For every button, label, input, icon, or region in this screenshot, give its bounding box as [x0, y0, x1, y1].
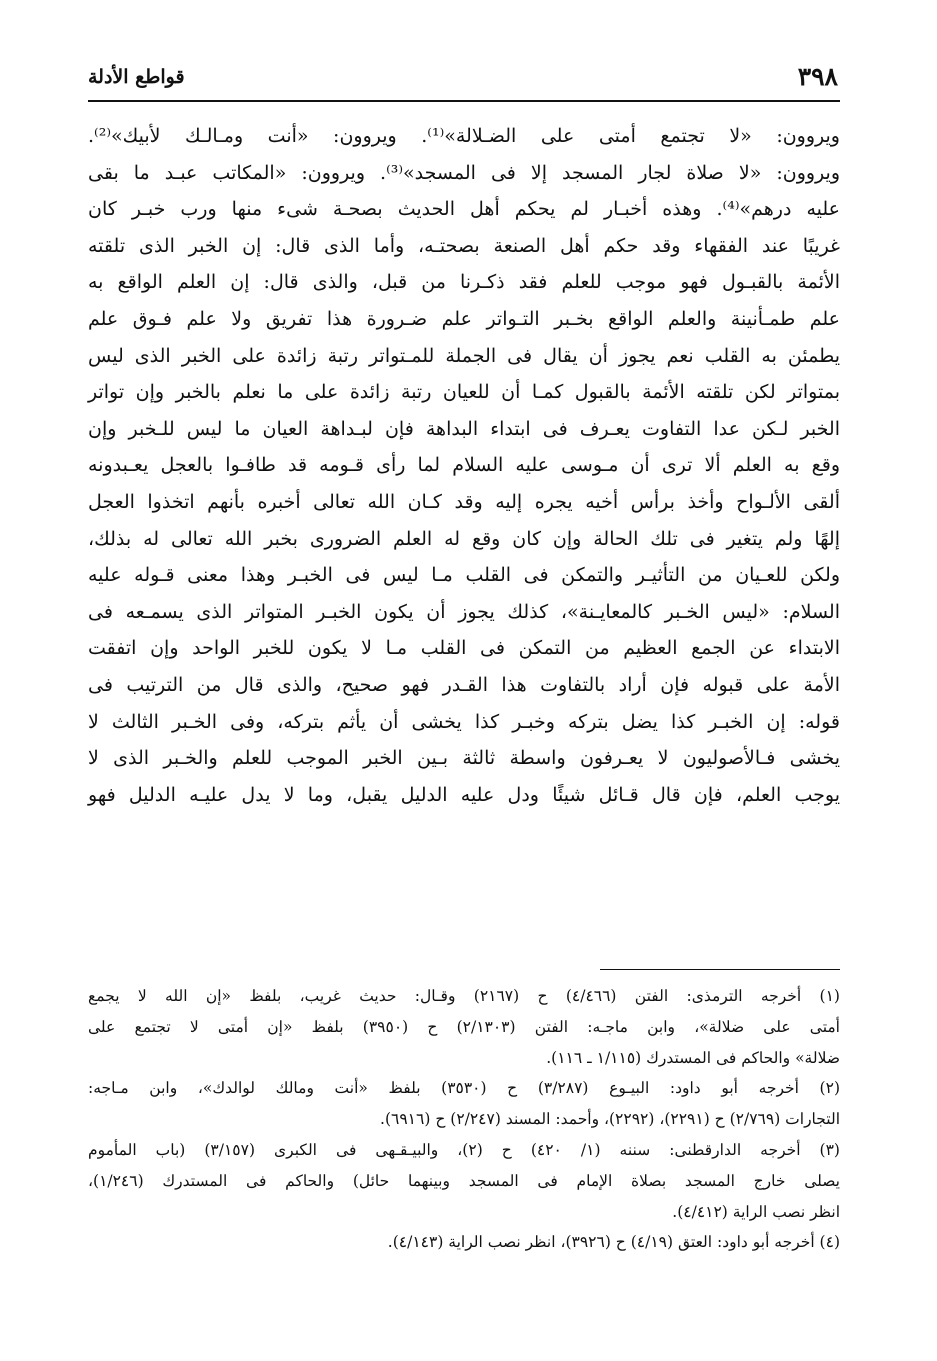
text-line: يطمئن به القلب نعم يجوز أن يقال فى الجملة للمـتواتر رتبة زائدة على الخبر الذى ليس: [88, 344, 840, 367]
footnote-3-line: (٣) أخرجه الدارقطنى: سننه (١/ ٤٢٠) ح (٢)، والبيـقـهى فى الكبرى (٣/١٥٧) (باب المأموم: [88, 1140, 840, 1159]
footnote-4-line: (٤) أخرجه أبو داود: العتق (٤/١٩) ح (٣٩٢٦)، انظر نصب الراية (٤/١٤٣).: [387, 1233, 840, 1252]
text-line: الابتداء عن الجمع العظيم من التمكن فى القلب مـا لا يكون للخبر الواحد وإن اتفقت: [88, 637, 840, 660]
text-line: علم طمـأنينة والعلم الواقع بخـبر التـواتر علم ضـرورة هذا تفريق ولا علم فـوق علم: [88, 307, 840, 330]
text-line: ويروون: «لا تجتمع أمتى على الضـلالة»⁽¹⁾. ويروون: «أنت ومـالـك لأبيك»⁽²⁾.: [88, 125, 840, 147]
footnote-2-line: (٢) أخرجه أبو داود: البيـوع (٣/٢٨٧) ح (٣٥٣٠) بلفظ «أنت ومالك لوالدك»، وابن مـاجه:: [88, 1079, 840, 1098]
main-text: [88, 118, 840, 813]
footnotes: [88, 981, 840, 1258]
text-line: السلام: «ليس الخـبر كالمعايـنة»، كذلك يجوز أن يكون الخبـر المتواتر الذى يسمـعه فى: [88, 600, 840, 623]
footnote-1-line: ضلالة» والحاكم فى المستدرك (١/١١٥ ـ ١١٦).: [546, 1048, 840, 1067]
page-number: ٣٩٨: [797, 62, 838, 91]
text-line: يوجب العلم، فإن قال قـائل شيئًا ودل عليه الدليل يقبل، وما لا يدل عليـه الدليل فهو: [88, 783, 840, 806]
text-line: وقع به العلم ألا ترى أن مـوسى عليه السلام لما رأى قـومه قد طافـوا بالعجل يعـبدونه: [88, 454, 840, 477]
text-line: ويروون: «لا صلاة لجار المسجد إلا فى المسجد»⁽³⁾. ويروون: «المكاتب عبـد ما بقى: [88, 161, 840, 184]
text-line: ولكن للعـيان من التأثيـر والتمكن فى القلب مـا ليس فى الخبـر وهذا معنى قـوله عليه: [88, 564, 840, 587]
text-line: بمتواتر لكن تلقته الأئمة بالقبول كمـا أن للعيان رتبة زائدة على ما نعلم بالخبر وإن تواتر: [88, 381, 840, 404]
text-line: عليه درهم»⁽⁴⁾. وهذه أخبـار لم يحكم أهل الحديث بصحـة شىء منها ورب خبـر كان: [88, 198, 840, 221]
footnote-3-line: يصلى خارج المسجد بصلاة الإمام فى المسجد وبينهما حائل) والحاكم فى المستدرك (١/٢٤٦)،: [88, 1171, 840, 1190]
page-header: [88, 60, 838, 96]
footnote-1-line: أمتى على ضلالة»، وابن ماجـه: الفتن (٢/١٣٠٣) ح (٣٩٥٠) بلفظ «إن أمتى لا تجتمع على: [88, 1017, 840, 1036]
running-title: قواطع الأدلة: [88, 66, 185, 88]
text-line: غريبًا عند الفقهاء وقد حكم أهل الصنعة بصحتـه، وأما الذى قال: إن الخبر الذى تلقته: [88, 234, 840, 257]
text-line: إلهًا ولم يتغير فى تلك الحالة وإن كان وقع له العلم الضرورى بخبر الله تعالى له بذلك،: [88, 527, 840, 550]
footnote-separator: [600, 969, 840, 970]
text-line: ألقى الألـواح وأخذ برأس أخيه يجره إليه وقد كـان الله تعالى أخبره بأنهم اتخذوا العجل: [88, 490, 840, 513]
footnote-3-line: انظر نصب الراية (٤/٤١٢).: [672, 1202, 840, 1221]
text-line: الأئمة بالقبـول فهو موجب للعلم فقد ذكـرنا من قبل، والذى قال: إن العلم الواقع به: [88, 271, 840, 294]
footnote-1-line: (١) أخرجه الترمذى: الفتن (٤/٤٦٦) ح (٢١٦٧) وقـال: حديث غريب، بلفظ «إن الله لا يجمع: [88, 987, 840, 1005]
text-line: الخبر لـكن عدا التفاوت يعـرف فى ابتداء البداهة فإن لبـداهة العيان ما ليس للـخبر وإن: [88, 417, 840, 440]
footnote-2-line: التجارات (٢/٧٦٩) ح (٢٢٩١)، (٢٢٩٢)، وأحمد: المسند (٢/٢٤٧) ح (٦٩١٦).: [380, 1110, 840, 1129]
text-line: يخشى فـالأصوليون لا يعـرفون واسطة ثالثة بـين الخبر الموجب للعلم والخـبر الذى لا: [88, 747, 840, 770]
text-line: الأمة على قبوله فإن أراد بالتفاوت هذا القـدر فهو صحيح، والذى قال من الترتيب فى: [88, 673, 840, 696]
text-line: قوله: إن الخبـر كذا يضل بتركه وخبـر كذا يخشى أن يأثم بتركه، وفى الخـبر الثالث لا: [88, 710, 840, 733]
header-rule: [88, 100, 840, 102]
